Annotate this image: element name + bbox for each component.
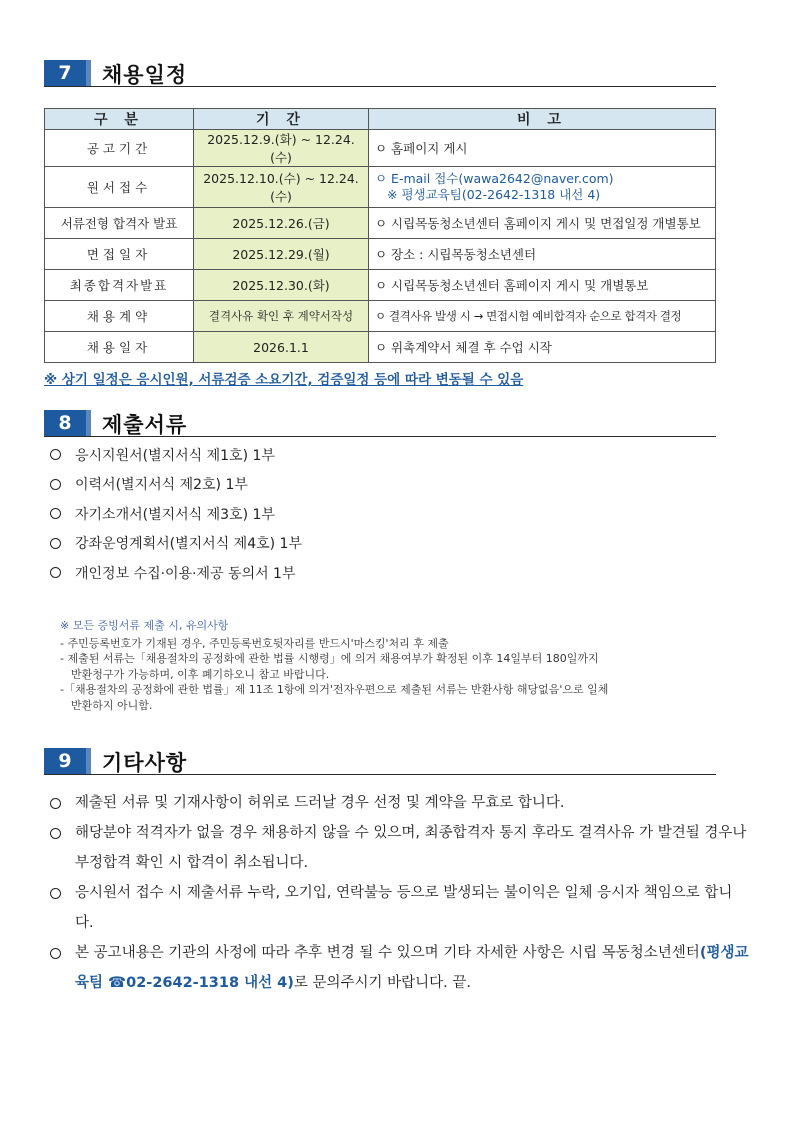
contact-text: 본 공고내용은 기관의 사정에 따라 추후 변경 될 수 있으며 기타 자세한 사항은 시립 목동청소년센터 xyxy=(75,945,700,961)
contact-phone: (평생교육팀 ☎02-2642-1318 내선 4) xyxy=(75,945,749,991)
section-title: 기타사항 xyxy=(102,751,188,775)
note-line: 반환하지 아니함. xyxy=(71,698,153,712)
table-row xyxy=(45,332,716,363)
schedule-item: 원서접수 xyxy=(45,167,194,208)
circle-bullet-icon xyxy=(50,798,61,809)
list-item xyxy=(50,499,302,529)
schedule-remark: ㅇ 결격사유 발생 시 → 면접시험 예비합격자 순으로 합격자 결정 xyxy=(369,301,716,332)
notes-heading: ※ 모든 증빙서류 제출 시, 유의사항 xyxy=(60,619,229,632)
schedule-period: 2026.1.1 xyxy=(194,332,369,363)
misc-item: 제출된 서류 및 기재사항이 허위로 드러날 경우 선정 및 계약을 무효로 합니다. xyxy=(75,795,565,811)
schedule-period: 2025.12.30.(화) xyxy=(194,270,369,301)
document-item: 개인정보 수집·이용·제공 동의서 1부 xyxy=(75,565,296,582)
schedule-period: 2025.12.10.(수) ~ 12.24.(수) xyxy=(194,167,369,208)
schedule-note: ※ 상기 일정은 응시인원, 서류검증 소요기간, 검증일정 등에 따라 변동될 수 있음 xyxy=(44,372,524,388)
schedule-period: 결격사유 확인 후 계약서작성 xyxy=(194,301,369,332)
document-item: 강좌운영계획서(별지서식 제4호) 1부 xyxy=(75,536,302,553)
section-9-header xyxy=(44,748,716,775)
table-row xyxy=(45,130,716,167)
schedule-item: 최종합격자발표 xyxy=(45,270,194,301)
list-item xyxy=(50,938,750,998)
misc-items xyxy=(50,788,750,998)
schedule-remark: ㅇ 홈페이지 게시 xyxy=(369,130,716,167)
table-row xyxy=(45,208,716,239)
circle-bullet-icon xyxy=(50,479,61,490)
list-item xyxy=(50,878,750,938)
contact-remark: ※ 평생교육팀(02-2642-1318 내선 4) xyxy=(387,187,601,202)
submission-notes xyxy=(60,618,740,713)
schedule-remark: ㅇ 장소 : 시립목동청소년센터 xyxy=(369,239,716,270)
document-item: 응시지원서(별지서식 제1호) 1부 xyxy=(75,447,275,464)
circle-bullet-icon xyxy=(50,828,61,839)
schedule-table xyxy=(44,108,716,363)
schedule-item: 채용일자 xyxy=(45,332,194,363)
misc-item xyxy=(75,938,750,998)
schedule-item: 공고기간 xyxy=(45,130,194,167)
circle-bullet-icon xyxy=(50,449,61,460)
schedule-period: 2025.12.9.(화) ~ 12.24.(수) xyxy=(194,130,369,167)
section-8-header xyxy=(44,410,716,437)
documents-list xyxy=(50,440,302,588)
schedule-remark: ㅇ 위촉계약서 체결 후 수업 시작 xyxy=(369,332,716,363)
note-line: -「채용절차의 공정화에 관한 법률」제 11조 1항에 의거'전자우편으로 제출된 서류는 반환사항 해당없음'으로 일체 xyxy=(60,683,609,696)
list-item xyxy=(50,470,302,500)
note-line: 반환청구가 가능하며, 이후 폐기하오니 참고 바랍니다. xyxy=(71,667,330,681)
note-line: - 주민등록번호가 기재된 경우, 주민등록번호뒷자리를 반드시'마스킹'처리 후 제출 xyxy=(60,636,449,650)
document-item: 자기소개서(별지서식 제3호) 1부 xyxy=(75,506,275,523)
list-item xyxy=(50,788,750,818)
table-row xyxy=(45,167,716,208)
circle-bullet-icon xyxy=(50,538,61,549)
table-header: 기 간 xyxy=(194,109,369,130)
circle-bullet-icon xyxy=(50,948,61,959)
list-item xyxy=(50,529,302,559)
section-title: 채용일정 xyxy=(102,63,188,87)
table-row xyxy=(45,239,716,270)
list-item xyxy=(50,558,302,588)
schedule-period: 2025.12.29.(월) xyxy=(194,239,369,270)
schedule-item: 채용계약 xyxy=(45,301,194,332)
schedule-remark xyxy=(369,167,716,208)
schedule-remark: ㅇ 시립목동청소년센터 홈페이지 게시 및 개별통보 xyxy=(369,270,716,301)
section-number: 9 xyxy=(44,748,86,774)
email-remark: ㅇ E-mail 접수(wawa2642@naver.com) xyxy=(375,171,614,186)
list-item xyxy=(50,440,302,470)
table-header: 구 분 xyxy=(45,109,194,130)
schedule-remark: ㅇ 시립목동청소년센터 홈페이지 게시 및 면접일정 개별통보 xyxy=(369,208,716,239)
table-header: 비 고 xyxy=(369,109,716,130)
list-item xyxy=(50,818,750,878)
closing-text: 로 문의주시기 바랍니다. 끝. xyxy=(293,975,472,991)
circle-bullet-icon xyxy=(50,508,61,519)
schedule-period: 2025.12.26.(금) xyxy=(194,208,369,239)
section-number: 8 xyxy=(44,410,86,436)
note-line: - 제출된 서류는「채용절차의 공정화에 관한 법률 시행령」에 의거 채용여부가 확정된 이후 14일부터 180일까지 xyxy=(60,652,599,665)
circle-bullet-icon xyxy=(50,888,61,899)
schedule-item: 서류전형 합격자 발표 xyxy=(45,208,194,239)
table-row xyxy=(45,301,716,332)
misc-item: 응시원서 접수 시 제출서류 누락, 오기입, 연락불능 등으로 발생되는 불이익은 일체 응시자 책임으로 합니다. xyxy=(75,885,733,931)
table-row xyxy=(45,270,716,301)
section-number: 7 xyxy=(44,60,86,86)
section-title: 제출서류 xyxy=(102,413,188,437)
section-7-header xyxy=(44,60,716,87)
schedule-item: 면접일자 xyxy=(45,239,194,270)
circle-bullet-icon xyxy=(50,567,61,578)
misc-item: 해당분야 적격자가 없을 경우 채용하지 않을 수 있으며, 최종합격자 통지 후라도 결격사유 가 발견될 경우나 부정합격 확인 시 합격이 취소됩니다. xyxy=(75,825,747,871)
document-item: 이력서(별지서식 제2호) 1부 xyxy=(75,477,248,494)
